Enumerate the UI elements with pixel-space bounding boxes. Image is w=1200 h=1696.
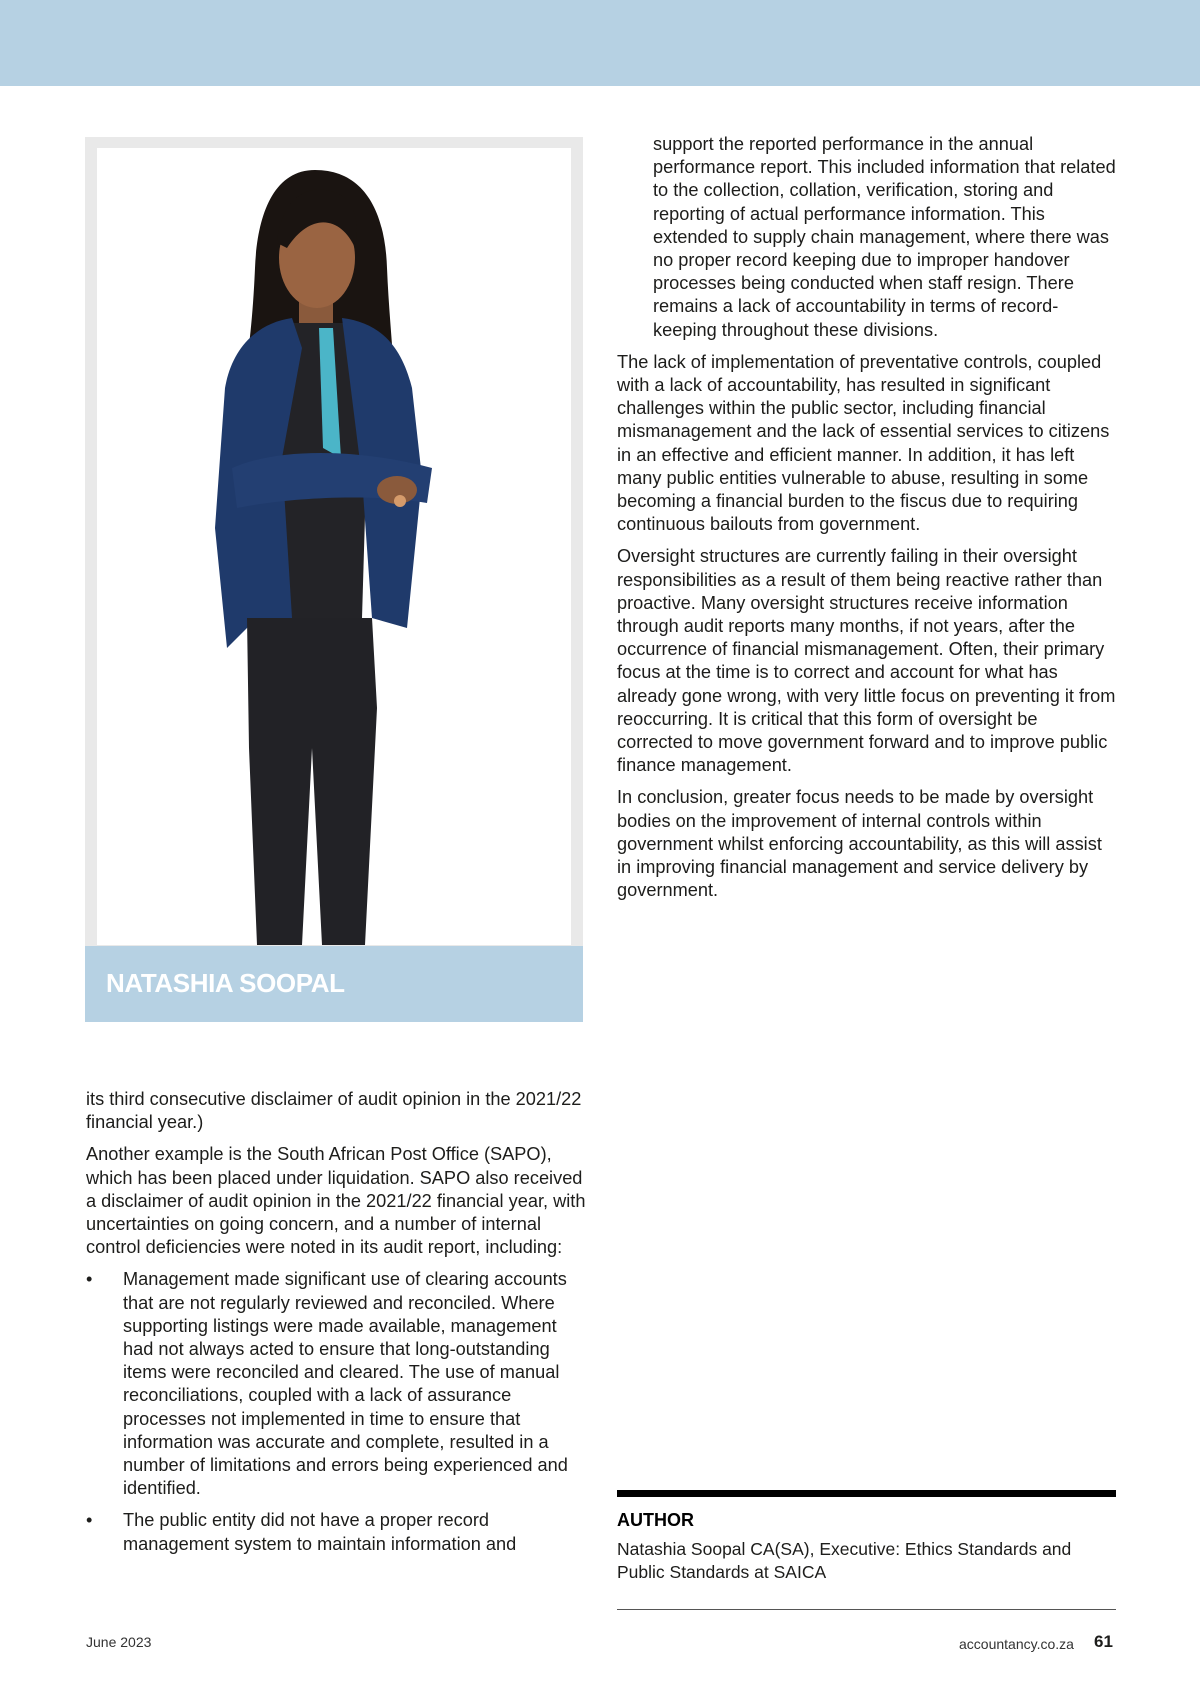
left-column [86,1088,586,1565]
list-item [86,1509,586,1555]
footer-website[interactable]: accountancy.co.za [959,1636,1074,1652]
paragraph: its third consecutive disclaimer of audit opinion in the 2021/22 financial year.) [86,1089,582,1133]
portrait-illustration [97,148,571,945]
bullet-continuation: support the reported performance in the annual performance report. This included information that related to the collection, collation, verification, storing and reporting of actual performance information. This extended to supply chain management, where there was no proper record keeping due to improper handover processes being conducted when staff resign. There remains a lack of accountability in terms of record-keeping throughout these divisions. [653,134,1116,340]
portrait-frame [85,137,583,947]
right-column [617,133,1117,912]
paragraph: Another example is the South African Post Office (SAPO), which has been placed under liquidation. SAPO also received a disclaimer of audit opinion in the 2021/22 financial year, with uncertainties on going concern, and a number of internal control deficiencies were noted in its audit report, including: [86,1144,586,1258]
paragraph: Oversight structures are currently failing in their oversight responsibilities as a result of them being reactive rather than proactive. Many oversight structures receive information through audit reports many months, if not years, after the occurrence of financial mismanagement. Often, their primary focus at the time is to correct and account for what has already gone wrong, with very little focus on preventing it from reoccurring. It is critical that this form of oversight be corrected to move government forward and to improve public finance management. [617,546,1116,776]
bullet-icon: • [86,1269,93,1290]
author-name-caption: NATASHIA SOOPAL [106,968,345,998]
list-item-text: The public entity did not have a proper record management system to maintain information and [123,1510,517,1554]
footer-date: June 2023 [86,1634,152,1650]
author-heading: AUTHOR [617,1510,694,1530]
author-bio: Natashia Soopal CA(SA), Executive: Ethics Standards and Public Standards at SAICA [617,1539,1072,1582]
bullet-list [86,1268,586,1555]
portrait-name-label [85,946,583,1022]
author-divider-thin [617,1609,1116,1610]
list-item [86,1268,586,1500]
page-number: 61 [1094,1632,1113,1651]
author-divider-thick [617,1490,1116,1497]
bullet-icon: • [86,1510,93,1531]
paragraph: The lack of implementation of preventative controls, coupled with a lack of accountability, has resulted in significant challenges within the public sector, including financial mismanagement and the lack of essential services to citizens in an effective and efficient manner. In addition, it has left many public entities vulnerable to abuse, resulting in some becoming a financial burden to the fiscus due to requiring continuous bailouts from government. [617,351,1110,535]
list-item-text: Management made significant use of clearing accounts that are not regularly reviewed and reconciled. Where supporting listings were made available, management had not always acted to ensure that long-outstanding items were reconciled and cleared. The use of manual reconciliations, coupled with a lack of assurance processes not implemented in time to ensure that information was accurate and complete, resulted in a number of limitations and errors being experienced and identified. [123,1269,568,1499]
portrait-photo [97,148,571,945]
paragraph: In conclusion, greater focus needs to be made by oversight bodies on the improvement of internal controls within government whilst enforcing accountability, as this will assist in improving financial management and service delivery by government. [617,787,1102,901]
header-color-band [0,0,1200,86]
